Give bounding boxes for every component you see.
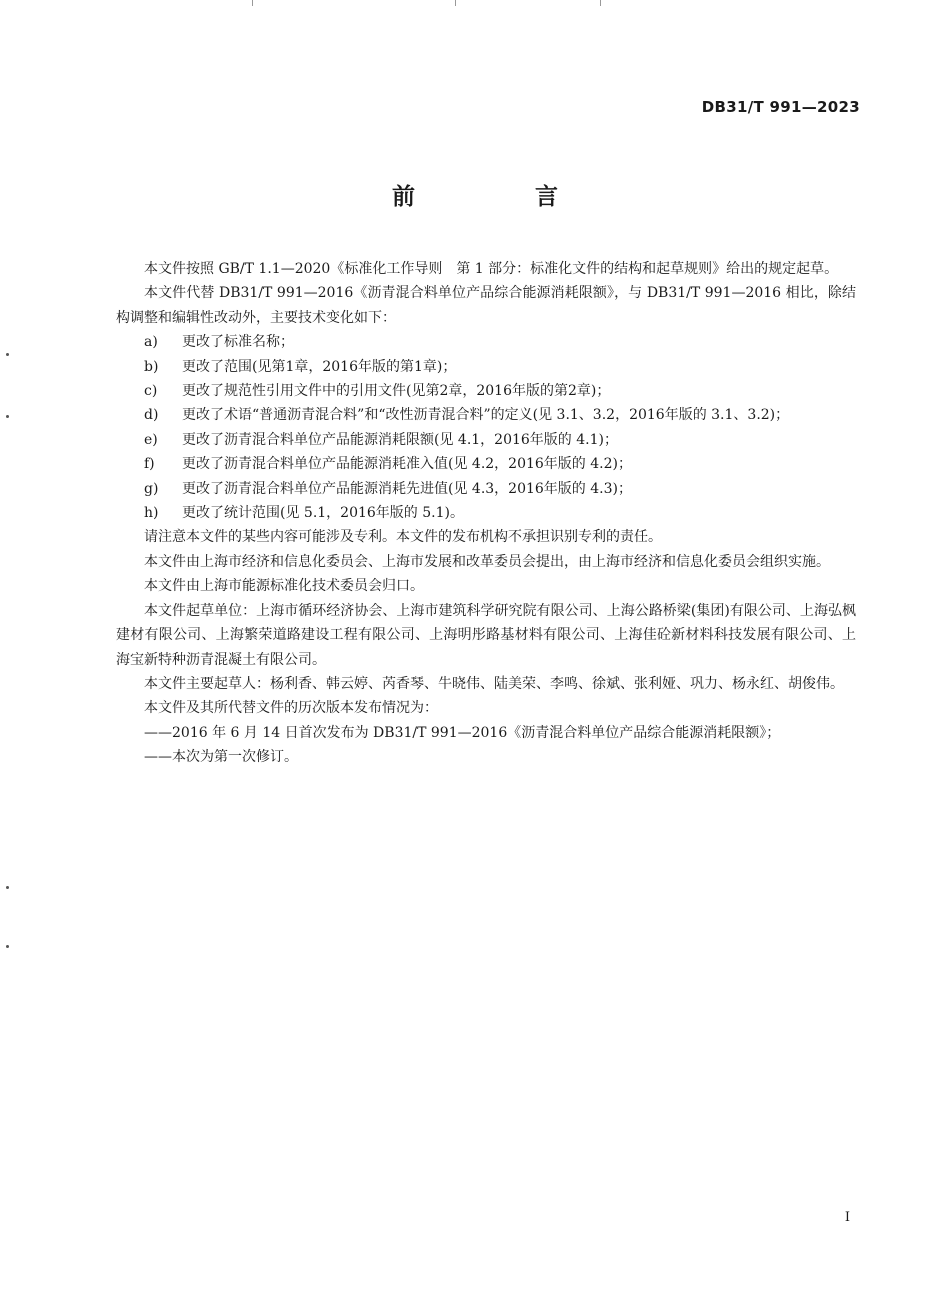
- history-item: ——2016 年 6 月 14 日首次发布为 DB31/T 991—2016《沥青混合料单位产品综合能源消耗限额》；: [144, 724, 781, 741]
- scan-dot: [6, 353, 9, 356]
- history-item: ——本次为第一次修订。: [144, 749, 298, 766]
- scan-dot: [6, 415, 9, 418]
- drafters-paragraph: 本文件主要起草人：杨利香、韩云婷、芮香琴、牛晓伟、陆美荣、李鸣、徐斌、张利娅、巩力、杨永红、胡俊伟。: [144, 675, 844, 692]
- list-item: [116, 403, 856, 427]
- list-item: [116, 355, 856, 379]
- list-item-text: 更改了标准名称；: [182, 334, 294, 351]
- replacement-paragraph: 本文件代替 DB31/T 991—2016《沥青混合料单位产品综合能源消耗限额》，与 DB31/T 991—2016 相比，除结构调整和编辑性改动外，主要技术变化如下：: [116, 285, 856, 326]
- list-item: [116, 379, 856, 403]
- technical-committee-paragraph: 本文件由上海市能源标准化技术委员会归口。: [144, 578, 424, 595]
- list-item: [116, 330, 856, 354]
- history-intro-paragraph: 本文件及其所代替文件的历次版本发布情况为：: [144, 700, 438, 717]
- list-marker: g): [144, 480, 159, 497]
- scan-dot: [6, 886, 9, 889]
- list-item: [116, 501, 856, 525]
- scan-mark: [600, 0, 601, 6]
- list-item: [116, 477, 856, 501]
- list-item-text: 更改了统计范围(见 5.1，2016年版的 5.1)。: [182, 505, 464, 522]
- drafting-units-paragraph: 本文件起草单位：上海市循环经济协会、上海市建筑科学研究院有限公司、上海公路桥梁(集团)有限公司、上海弘枫建材有限公司、上海繁荣道路建设工程有限公司、上海明彤路基材料有限公司、上海佳砼新材料科技发展有限公司、上海宝新特种沥青混凝土有限公司。: [116, 602, 856, 668]
- list-item-text: 更改了沥青混合料单位产品能源消耗限额(见 4.1，2016年版的 4.1)；: [182, 431, 618, 448]
- list-marker: f): [144, 456, 155, 473]
- drafting-basis-paragraph: 本文件按照 GB/T 1.1—2020《标准化工作导则 第 1 部分：标准化文件的结构和起草规则》给出的规定起草。: [144, 261, 839, 277]
- list-marker: b): [144, 358, 159, 375]
- list-marker: c): [144, 383, 158, 400]
- history-list: [116, 721, 856, 770]
- list-item-text: 更改了术语“普通沥青混合料”和“改性沥青混合料”的定义(见 3.1、3.2，2016年版的 3.1、3.2)；: [182, 407, 790, 424]
- list-item-text: 更改了范围(见第1章，2016年版的第1章)；: [182, 358, 457, 375]
- standard-code: DB31/T 991—2023: [701, 98, 860, 116]
- scan-mark: [252, 0, 253, 6]
- foreword-body: [116, 257, 856, 770]
- list-marker: h): [144, 505, 159, 522]
- scan-mark: [455, 0, 456, 6]
- list-item: [116, 428, 856, 452]
- list-marker: d): [144, 407, 159, 424]
- list-item: [116, 452, 856, 476]
- list-marker: e): [144, 431, 158, 448]
- page-title: 前 言: [391, 184, 614, 210]
- changes-list: [116, 330, 856, 525]
- list-item-text: 更改了沥青混合料单位产品能源消耗先进值(见 4.3，2016年版的 4.3)；: [182, 480, 632, 497]
- list-marker: a): [144, 334, 158, 351]
- proposer-paragraph: 本文件由上海市经济和信息化委员会、上海市发展和改革委员会提出，由上海市经济和信息化委员会组织实施。: [144, 553, 830, 570]
- list-item-text: 更改了沥青混合料单位产品能源消耗准入值(见 4.2，2016年版的 4.2)；: [182, 456, 632, 473]
- patent-notice-paragraph: 请注意本文件的某些内容可能涉及专利。本文件的发布机构不承担识别专利的责任。: [144, 529, 662, 546]
- scan-dot: [6, 945, 9, 948]
- list-item-text: 更改了规范性引用文件中的引用文件(见第2章，2016年版的第2章)；: [182, 383, 611, 400]
- page-number: I: [844, 1210, 850, 1225]
